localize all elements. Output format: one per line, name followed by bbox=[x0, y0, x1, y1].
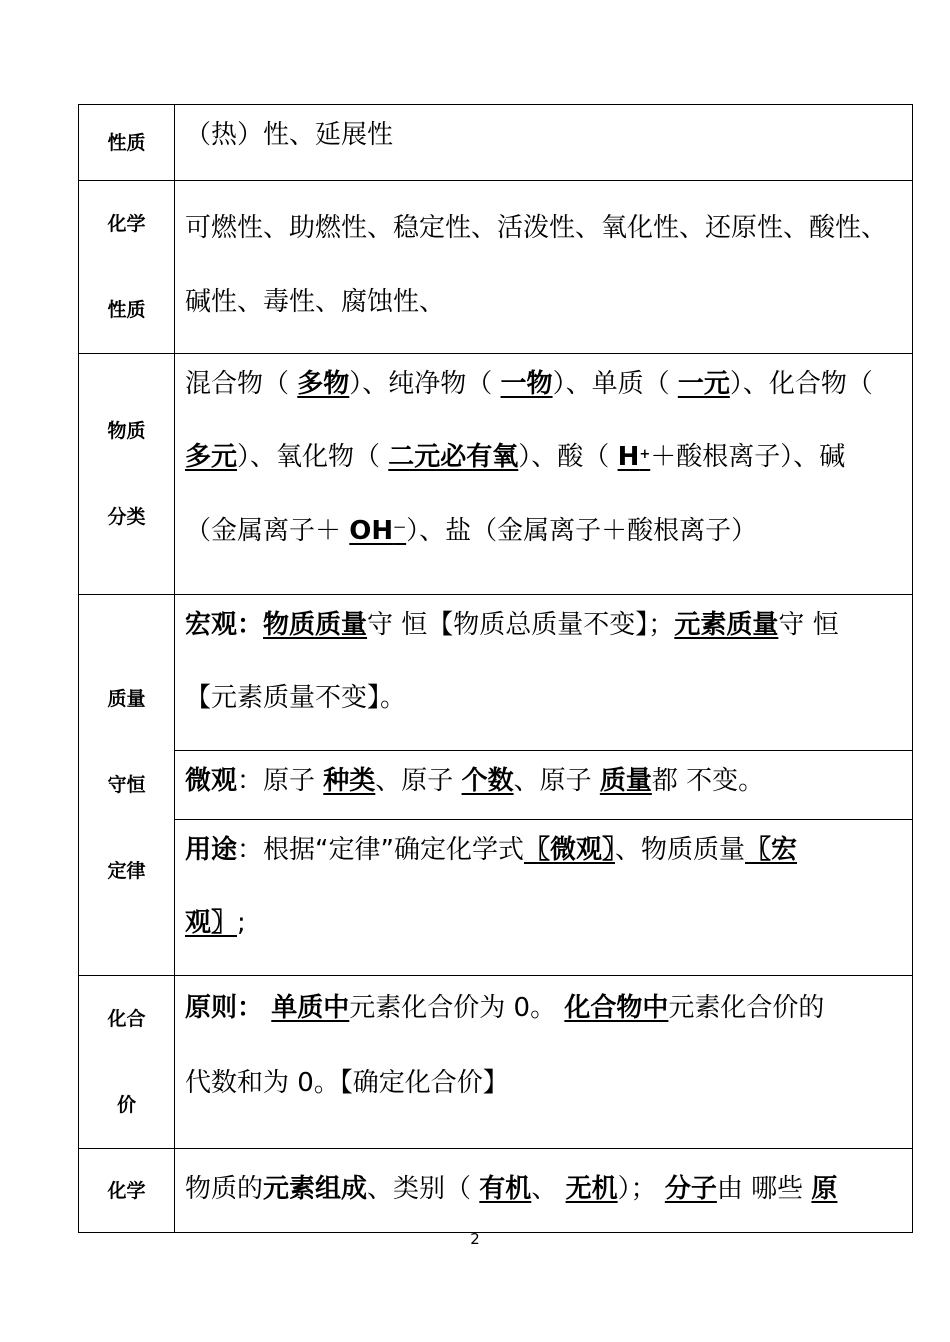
row-label: 性质 bbox=[79, 105, 175, 181]
row-label: 质量 守恒 定律 bbox=[79, 595, 175, 976]
row-label: 化学 bbox=[79, 1149, 175, 1233]
use-cell: 用途：根据“定律”确定化学式〖微观〗、物质质量〖宏 观〗; bbox=[175, 820, 913, 976]
table-row bbox=[79, 354, 913, 595]
macro-cell: 宏观：物质质量守 恒【物质总质量不变】；元素质量守 恒 【元素质量不变】。 bbox=[175, 595, 913, 751]
table-row bbox=[79, 181, 913, 354]
property-table bbox=[78, 104, 913, 1233]
table-row bbox=[79, 105, 913, 181]
row-label: 物质 分类 bbox=[79, 354, 175, 595]
page-number: 2 bbox=[470, 1230, 480, 1248]
row-content: 物质的元素组成、类别（ 有机、 无机）； 分子由 哪些 原 bbox=[175, 1149, 913, 1233]
row-content: 原则： 单质中元素化合价为 0。 化合物中元素化合价的 代数和为 0。【确定化合价】 bbox=[175, 976, 913, 1149]
row-label: 化合 价 bbox=[79, 976, 175, 1149]
row-content: 可燃性、助燃性、稳定性、活泼性、氧化性、还原性、酸性、 碱性、毒性、腐蚀性、 bbox=[175, 181, 913, 354]
row-label: 化学 性质 bbox=[79, 181, 175, 354]
row-content: （热）性、延展性 bbox=[175, 105, 913, 181]
table-row bbox=[79, 820, 913, 976]
row-content: 混合物（ 多物）、纯净物（ 一物）、单质（ 一元）、化合物（ 多元）、氧化物（ 二元必有氧）、酸（ H+＋酸根离子）、碱 （金属离子＋ OH－）、盐（金属离子＋酸根离子） bbox=[175, 354, 913, 595]
table-row bbox=[79, 976, 913, 1149]
micro-cell: 微观：原子 种类、原子 个数、原子 质量都 不变。 bbox=[175, 751, 913, 820]
table-row bbox=[79, 1149, 913, 1233]
table-row bbox=[79, 751, 913, 820]
table-row bbox=[79, 595, 913, 751]
